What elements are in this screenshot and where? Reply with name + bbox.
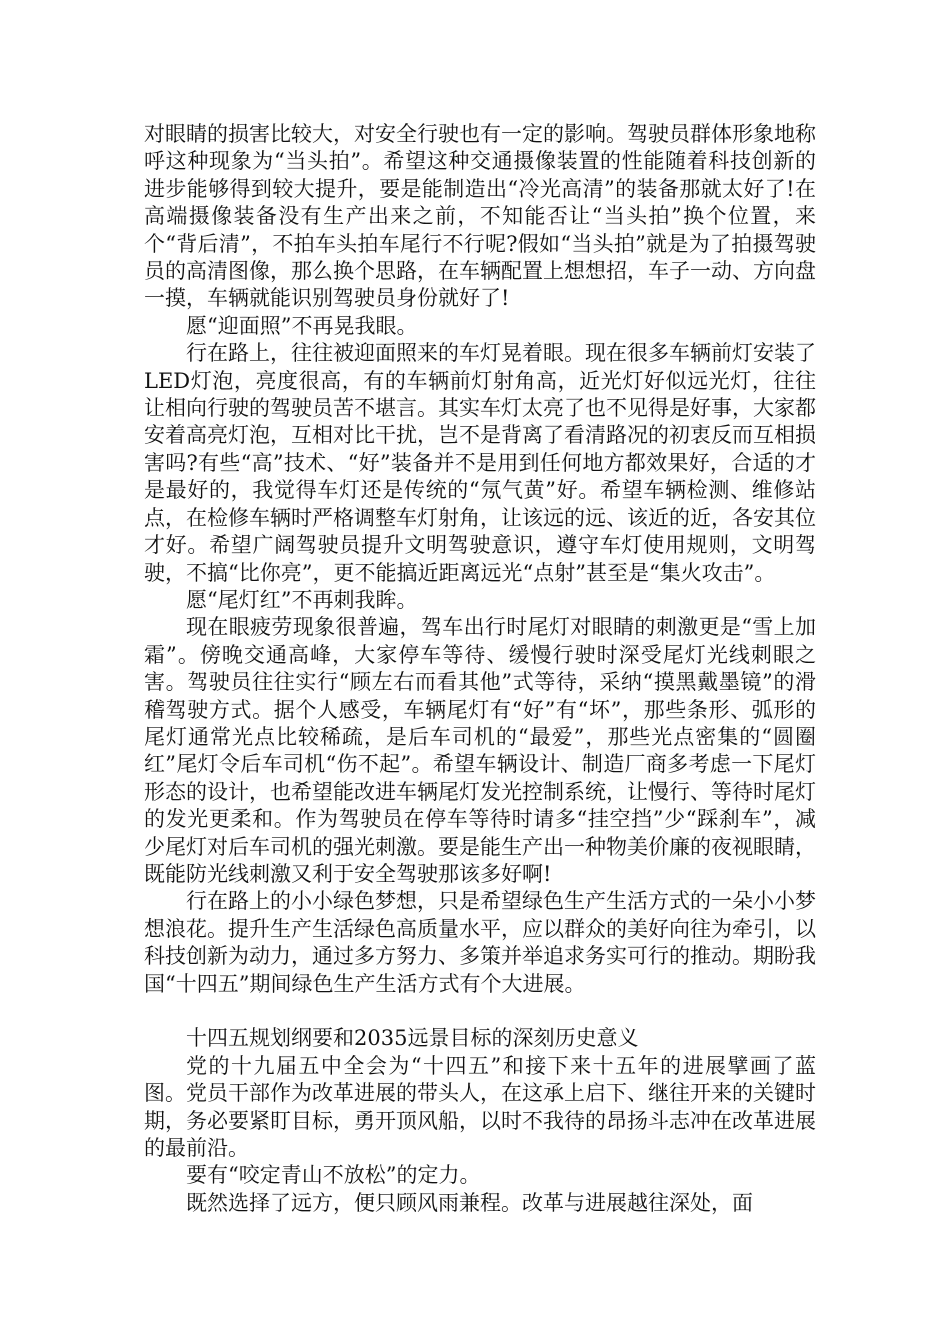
- section-paragraph-continued: 既然选择了远方，便只顾风雨兼程。改革与进展越往深处，面: [186, 1190, 753, 1215]
- paragraph-conclusion: 行在路上的小小绿色梦想，只是希望绿色生产生活方式的一朵小小梦想浪花。提升生产生活绿色高质量水平，应以群众的美好向往为牵引，以科技创新为动力，通过多方努力、多策并举追求务实可行的推动。期盼我国“十四五”期间绿色生产生活方式有个大进展。: [144, 889, 816, 996]
- document-body: [144, 121, 816, 1217]
- subheading-headlight: 愿“迎面照”不再晃我眼。: [186, 313, 418, 338]
- section-subheading-resolve: 要有“咬定青山不放松”的定力。: [186, 1163, 481, 1188]
- subheading-taillight: 愿“尾灯红”不再刺我眸。: [186, 587, 418, 612]
- paragraph-taillight: 现在眼疲劳现象很普遍，驾车出行时尾灯对眼睛的刺激更是“雪上加霜”。傍晚交通高峰，大家停车等待、缓慢行驶时深受尾灯光线刺眼之害。驾驶员往往实行“顾左右而看其他”式等待，采纳“摸黑戴墨镜”的滑稽驾驶方式。据个人感受，车辆尾灯有“好”有“坏”，那些条形、弧形的尾灯通常光点比较稀疏，是后车司机的“最爱”，那些光点密集的“圆圈红”尾灯令后车司机“伤不起”。希望车辆设计、制造厂商多考虑一下尾灯形态的设计，也希望能改进车辆尾灯发光控制系统，让慢行、等待时尾灯的发光更柔和。作为驾驶员在停车等待时请多“挂空挡”少“踩刹车”，减少尾灯对后车司机的强光刺激。要是能生产出一种物美价廉的夜视眼睛，既能防光线刺激又利于安全驾驶那该多好啊!: [144, 615, 816, 886]
- paragraph-headlight: 行在路上，往往被迎面照来的车灯晃着眼。现在很多车辆前灯安装了LED灯泡，亮度很高，有的车辆前灯射角高，近光灯好似远光灯，往往让相向行驶的驾驶员苦不堪言。其实车灯太亮了也不见得是好事，大家都安着高亮灯泡，互相对比干扰，岂不是背离了看清路况的初衷反而互相损害吗?有些“高”技术、“好”装备并不是用到任何地方都效果好，合适的才是最好的，我觉得车灯还是传统的“氖气黄”好。希望车辆检测、维修站点，在检修车辆时严格调整车灯射角，让该远的远、该近的近，各安其位才好。希望广阔驾驶员提升文明驾驶意识，遵守车灯使用规则，文明驾驶，不搞“比你亮”，更不能搞近距离远光“点射”甚至是“集火攻击”。: [144, 341, 816, 585]
- paragraph-continuation: 对眼睛的损害比较大，对安全行驶也有一定的影响。驾驶员群体形象地称呼这种现象为“当头拍”。希望这种交通摄像装置的性能随着科技创新的进步能够得到较大提升，要是能制造出“冷光高清”的装备那就太好了!在高端摄像装备没有生产出来之前，不知能否让“当头拍”换个位置，来个“背后清”，不拍车头拍车尾行不行呢?假如“当头拍”就是为了拍摄驾驶员的高清图像，那么换个思路，在车辆配置上想想招，车子一动、方向盘一摸，车辆就能识别驾驶员身份就好了!: [144, 122, 816, 311]
- section-title: 十四五规划纲要和2035远景目标的深刻历史意义: [186, 1026, 639, 1051]
- section-paragraph-intro: 党的十九届五中全会为“十四五”和接下来十五年的进展擘画了蓝图。党员干部作为改革进展的带头人，在这承上启下、继往开来的关键时期，务必要紧盯目标，勇开顶风船，以时不我待的昂扬斗志冲在改革进展的最前沿。: [144, 1053, 816, 1161]
